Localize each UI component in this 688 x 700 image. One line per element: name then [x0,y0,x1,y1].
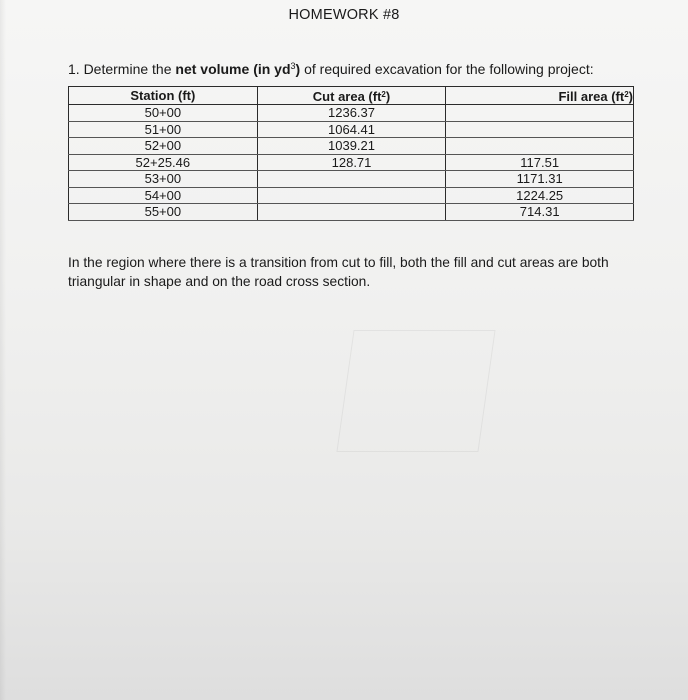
fill-area-cell: 1171.31 [446,171,634,188]
cut-area-cell: 1236.37 [257,105,446,122]
column-header-fill-exponent: 2 [624,90,629,99]
fill-area-cell: 714.31 [446,204,634,221]
cut-area-cell [257,204,446,221]
column-header-fill-close: ) [628,89,633,104]
fill-area-cell: 1224.25 [446,187,634,204]
station-cell: 53+00 [69,171,258,188]
page-title: HOMEWORK #8 [288,7,400,23]
station-cell: 52+25.46 [69,154,258,171]
station-cell: 55+00 [69,204,258,221]
cut-area-cell: 128.71 [257,154,446,171]
table-row [69,105,634,122]
column-header-cut-close: ) [385,89,391,104]
column-header-station-label: Station (ft) [130,88,196,103]
station-cell: 52+00 [69,138,258,155]
table-row [69,187,634,204]
question-unit-base: (in yd [253,61,291,77]
question-emphasis: net volume [175,61,250,77]
transition-note: In the region where there is a transition from cut to fill, both the fill and cut areas are both triangular in shape and on the road cross section. [68,255,609,289]
question-text [68,61,594,77]
fill-area-cell: 117.51 [446,154,634,171]
table-row [69,121,634,138]
fill-area-cell [446,105,634,122]
station-cell: 50+00 [69,105,258,122]
station-cell: 54+00 [69,187,258,204]
question-part-2: of required excavation for the following project: [304,61,594,77]
table-row [69,138,634,155]
table-row [69,171,634,188]
column-header-cut-exponent: 2 [381,90,386,99]
station-cell: 51+00 [69,121,258,138]
data-table [68,86,634,221]
column-header-station [69,87,258,105]
cut-area-cell: 1064.41 [257,121,446,138]
cut-area-cell [257,171,446,188]
fill-area-cell [446,121,634,138]
cut-area-cell [257,187,446,204]
page-edge-shadow [0,0,6,700]
column-header-fill-area [446,87,634,105]
bleed-through-mark [336,330,495,452]
question-part-1: 1. Determine the [68,61,172,77]
cut-area-cell: 1039.21 [257,138,446,155]
table-header-row [69,87,634,105]
question-unit-exponent: 3 [290,61,296,71]
table-row [69,204,634,221]
column-header-fill-label: Fill area (ft [558,89,625,104]
question-unit-close: ) [295,61,301,77]
column-header-cut-label: Cut area (ft [312,89,382,104]
column-header-cut-area [257,87,446,105]
table-row [69,154,634,171]
fill-area-cell [446,138,634,155]
